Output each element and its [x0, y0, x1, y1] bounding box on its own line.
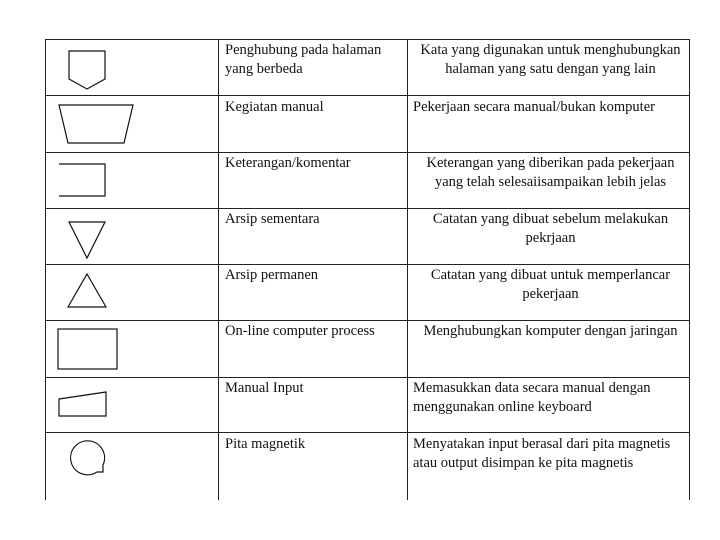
symbol-description: Catatan yang dibuat untuk memperlancar pekerjaan: [430, 267, 671, 302]
symbol-description: Memasukkan data secara manual dengan menggunakan online keyboard: [413, 380, 651, 415]
symbol-description: Keterangan yang diberikan pada pekerjaan yang telah selesaiisampaikan lebih jelas: [426, 155, 675, 190]
symbol-description: Pekerjaan secara manual/bukan komputer: [413, 99, 655, 115]
manual-input-icon: [45, 377, 218, 432]
symbol-description: Kata yang digunakan untuk menghubungkan halaman yang satu dengan yang lain: [420, 42, 681, 77]
permanent-file-icon: [45, 264, 218, 320]
symbol-name: Pita magnetik: [225, 436, 306, 452]
table-border-right: [689, 39, 690, 500]
flowchart-symbol-table: [45, 39, 690, 500]
symbol-name: Penghubung pada halaman yang berbeda: [225, 42, 382, 77]
symbol-description: Menyatakan input berasal dari pita magnetis atau output disimpan ke pita magnetis: [413, 436, 671, 471]
manual-operation-icon: [45, 95, 218, 152]
symbol-description: Menghubungkan komputer dengan jaringan: [423, 323, 678, 339]
table-divider-col2: [407, 39, 408, 500]
symbol-name: Manual Input: [225, 380, 304, 396]
magnetic-tape-icon: [45, 432, 218, 500]
temporary-file-icon: [45, 208, 218, 264]
symbol-name: On-line computer process: [225, 323, 375, 339]
symbol-name: Arsip sementara: [225, 211, 320, 227]
symbol-name: Keterangan/komentar: [225, 155, 351, 171]
symbol-description: Catatan yang dibuat sebelum melakukan pekrjaan: [432, 211, 669, 246]
symbol-name: Arsip permanen: [225, 267, 319, 283]
annotation-icon: [45, 152, 218, 208]
off-page-connector-icon: [45, 39, 218, 95]
online-process-icon: [45, 320, 218, 377]
symbol-name: Kegiatan manual: [225, 99, 324, 115]
table-divider-col1: [218, 39, 219, 500]
